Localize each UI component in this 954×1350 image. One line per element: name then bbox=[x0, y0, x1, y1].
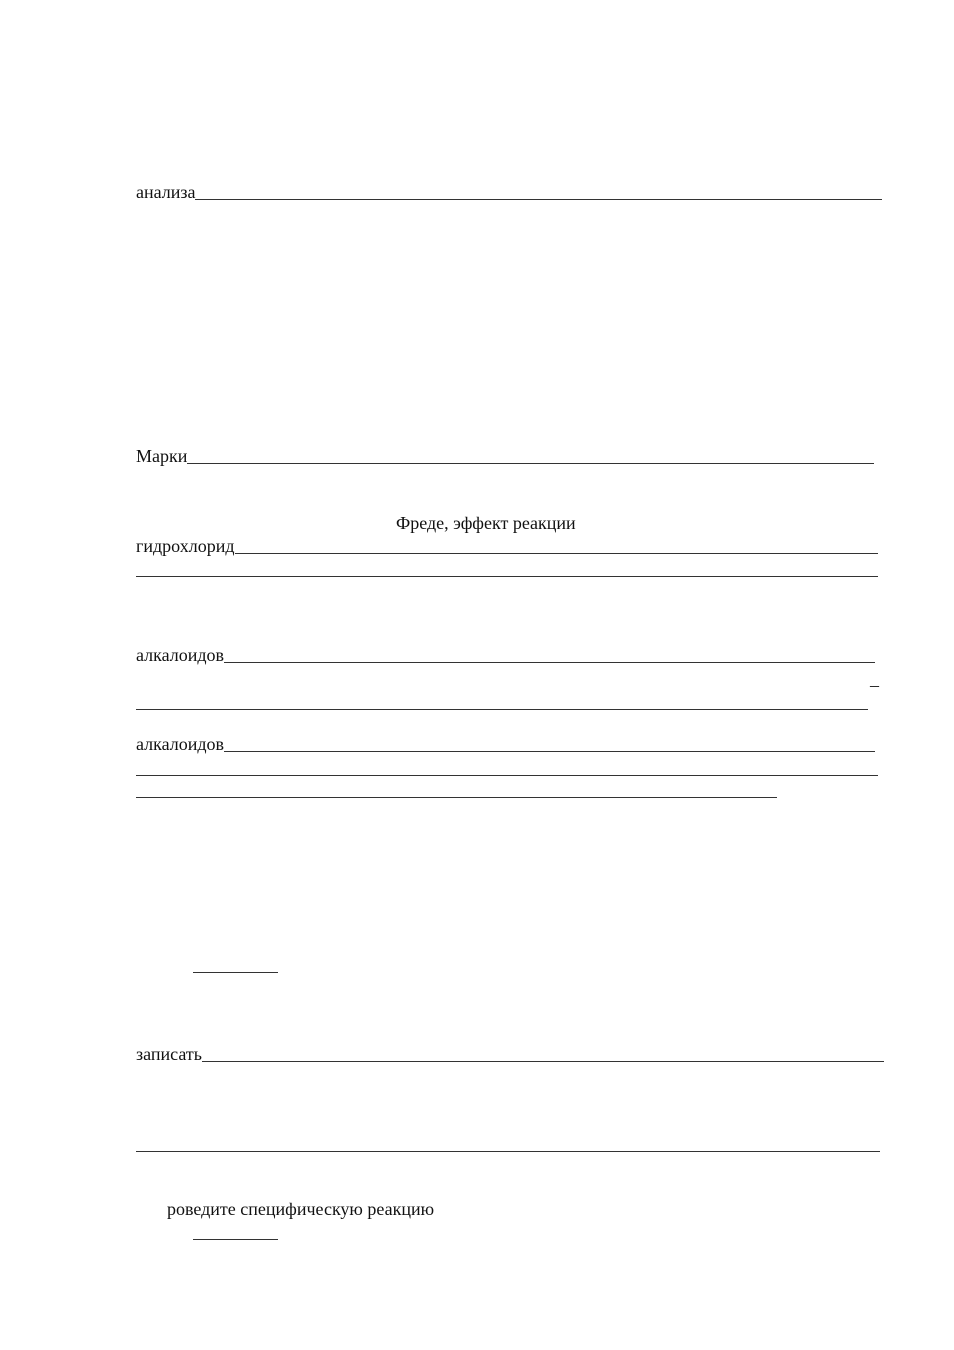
blank-line bbox=[195, 199, 882, 200]
write-field-row bbox=[136, 1044, 884, 1064]
blank-line bbox=[136, 797, 777, 798]
hydrochloride-field-row bbox=[136, 536, 878, 556]
blank-line bbox=[136, 709, 868, 710]
short-blank-line bbox=[193, 1239, 278, 1240]
blank-line bbox=[202, 1061, 884, 1062]
frede-reaction-text: Фреде, эффект реакции bbox=[396, 513, 576, 533]
marki-field-row bbox=[136, 446, 874, 466]
blank-line bbox=[136, 576, 878, 577]
alkaloids-label: алкалоидов bbox=[136, 645, 225, 665]
alkaloids-field-row-2 bbox=[136, 734, 875, 754]
instruction-text: роведите специфическую реакцию bbox=[167, 1199, 435, 1219]
hydrochloride-label: гидрохлорид bbox=[136, 536, 235, 556]
analysis-label: анализа bbox=[136, 182, 196, 202]
alkaloids-field-row-1 bbox=[136, 645, 875, 665]
marki-label: Марки bbox=[136, 446, 188, 466]
blank-line bbox=[224, 751, 875, 752]
blank-line bbox=[235, 553, 879, 554]
blank-line bbox=[136, 775, 878, 776]
write-label: записать bbox=[136, 1044, 202, 1064]
dash-mark: – bbox=[870, 675, 879, 695]
blank-line bbox=[136, 1151, 880, 1152]
analysis-field-row bbox=[136, 182, 882, 202]
blank-line bbox=[187, 463, 874, 464]
blank-line bbox=[224, 662, 875, 663]
alkaloids-label: алкалоидов bbox=[136, 734, 225, 754]
short-blank-line bbox=[193, 972, 278, 973]
